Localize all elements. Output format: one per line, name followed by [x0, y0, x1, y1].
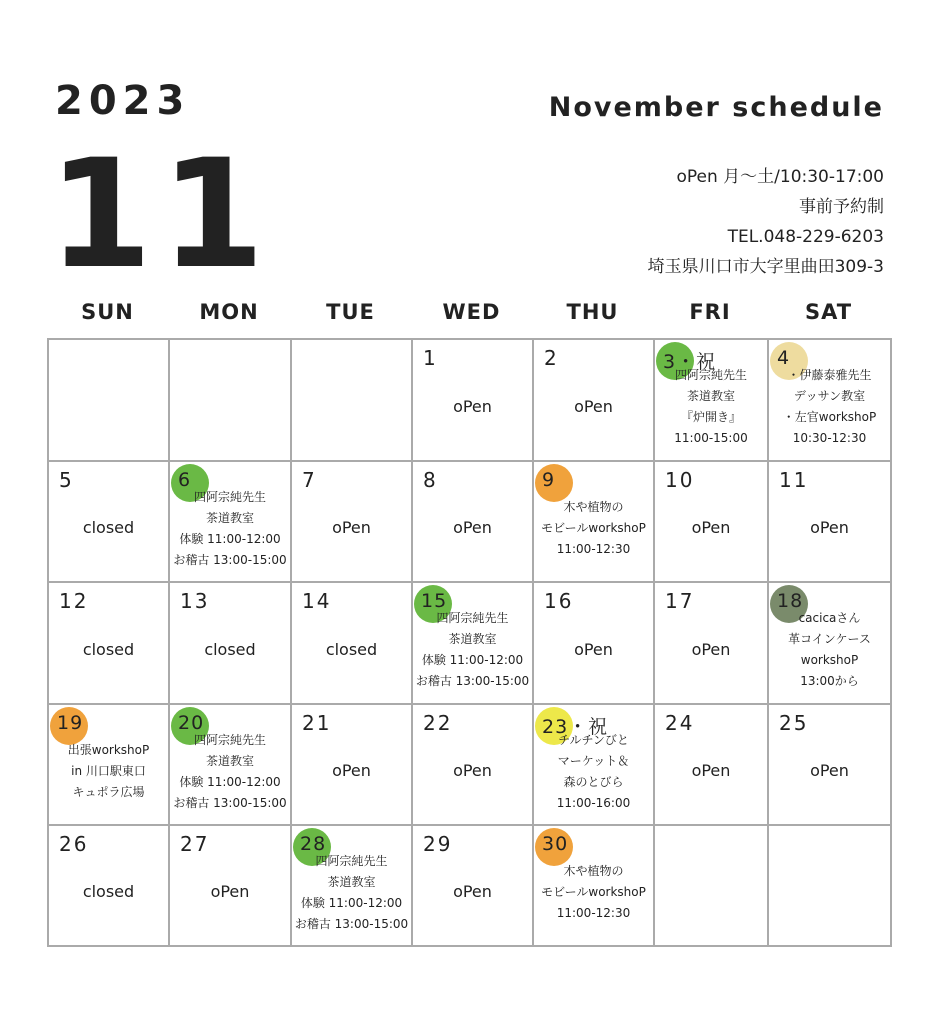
- day-number: 9: [542, 469, 556, 491]
- day-number: 18: [777, 590, 804, 612]
- year-label: 2023: [55, 78, 191, 124]
- event-line: 木や植物の: [563, 500, 624, 514]
- day-number: 7: [302, 468, 317, 492]
- event-line: 四阿宗純先生: [315, 853, 388, 868]
- event-line: 森のとびら: [563, 774, 624, 789]
- day-cell: [411, 460, 534, 583]
- event-line: 革コインケース: [788, 632, 871, 646]
- event-line: チルチンびと: [558, 732, 629, 747]
- day-status: oPen: [210, 882, 250, 901]
- day-cell: [653, 581, 769, 705]
- event-line: 11:00-16:00: [556, 795, 631, 810]
- weekday-header: [47, 300, 890, 334]
- day-cell: [653, 703, 769, 826]
- day-content: [769, 705, 890, 824]
- event-line: お稽古 13:00-15:00: [173, 795, 287, 810]
- month-number: 11: [48, 128, 273, 302]
- event-line: モビールworkshoP: [541, 521, 646, 535]
- day-number: 28: [300, 833, 327, 855]
- day-cell: [653, 460, 769, 583]
- day-cell: [532, 338, 655, 462]
- event-line: 体験 11:00-12:00: [421, 653, 524, 667]
- day-cell: [532, 703, 655, 826]
- day-cell: [767, 581, 892, 705]
- empty-cell: [767, 824, 892, 947]
- day-number: 27: [180, 832, 210, 856]
- day-content: [413, 340, 532, 460]
- day-number: 29: [423, 832, 453, 856]
- event-line: 四阿宗純先生: [193, 732, 266, 747]
- event-line: 四阿宗純先生: [193, 489, 266, 504]
- event-line: 10:30-12:30: [792, 431, 867, 445]
- day-cell: [47, 824, 170, 947]
- day-number: 2: [544, 346, 559, 370]
- event-details: [541, 861, 646, 924]
- day-content: [49, 462, 168, 581]
- day-status: oPen: [453, 882, 492, 901]
- day-content: [292, 705, 411, 824]
- event-line: 体験 11:00-12:00: [300, 895, 403, 910]
- day-number: 20: [178, 712, 205, 734]
- day-status: oPen: [810, 518, 849, 537]
- day-status: closed: [325, 639, 378, 659]
- event-line: 11:00-12:30: [556, 542, 631, 556]
- day-number: 13: [180, 589, 210, 613]
- day-content: [769, 462, 890, 581]
- day-cell: [411, 703, 534, 826]
- event-line: 『炉開き』: [680, 410, 741, 424]
- event-line: 11:00-12:30: [556, 906, 631, 920]
- empty-cell: [168, 338, 292, 462]
- event-line: キュポラ広場: [72, 785, 145, 799]
- day-cell: [168, 703, 292, 826]
- event-details: [173, 487, 286, 571]
- weekday-wed: WED: [442, 300, 501, 324]
- weekday-mon: MON: [199, 300, 259, 324]
- day-number: 16: [544, 589, 574, 613]
- day-number: 3・祝: [663, 351, 717, 373]
- day-status: closed: [82, 518, 135, 537]
- day-status: oPen: [332, 761, 371, 780]
- event-line: 体験 11:00-12:00: [179, 774, 281, 789]
- weekday-sun: SUN: [81, 300, 134, 324]
- day-number: 30: [542, 833, 569, 855]
- empty-cell: [653, 824, 769, 947]
- day-cell: [47, 460, 170, 583]
- day-number: 26: [59, 832, 89, 856]
- day-cell: [168, 581, 292, 705]
- event-line: お稽古 13:00-15:00: [415, 674, 530, 688]
- day-cell: [532, 460, 655, 583]
- day-cell: [168, 824, 292, 947]
- event-line: 茶道教室: [448, 632, 497, 646]
- day-cell: [290, 703, 413, 826]
- day-status: oPen: [453, 396, 492, 416]
- day-cell: [290, 460, 413, 583]
- address-text: 埼玉県川口市大字里曲田309-3: [647, 257, 884, 277]
- shop-info: [648, 162, 884, 282]
- day-content: [170, 826, 290, 945]
- day-status: oPen: [691, 639, 731, 659]
- day-status: closed: [82, 639, 135, 659]
- event-details: [783, 365, 876, 449]
- weekday-thu: THU: [566, 300, 619, 324]
- day-number: 1: [423, 346, 438, 370]
- day-cell: [290, 824, 413, 947]
- day-content: [534, 340, 653, 460]
- event-line: 出張workshoP: [67, 743, 150, 757]
- day-cell: [532, 581, 655, 705]
- day-cell: [767, 460, 892, 583]
- event-line: 茶道教室: [327, 874, 376, 889]
- day-content: [292, 462, 411, 581]
- day-number: 25: [779, 711, 809, 735]
- event-line: モビールworkshoP: [541, 885, 646, 899]
- event-details: [541, 497, 646, 560]
- day-status: oPen: [574, 396, 613, 416]
- event-details: [557, 730, 631, 814]
- day-status: oPen: [332, 518, 371, 537]
- event-line: 四阿宗純先生: [436, 611, 509, 625]
- empty-cell: [290, 338, 413, 462]
- day-cell: [411, 824, 534, 947]
- event-details: [68, 740, 149, 803]
- event-line: デッサン教室: [793, 389, 866, 403]
- empty-cell: [47, 338, 170, 462]
- event-line: 茶道教室: [686, 389, 735, 403]
- day-number: 21: [302, 711, 332, 735]
- reservation-text: 事前予約制: [799, 197, 884, 217]
- day-content: [292, 583, 411, 703]
- hours-text: oPen 月～土/10:30-17:00: [676, 167, 884, 187]
- day-cell: [168, 460, 292, 583]
- weekday-sat: SAT: [804, 300, 853, 324]
- event-line: 茶道教室: [205, 510, 254, 525]
- event-line: お稽古 13:00-15:00: [294, 916, 409, 931]
- day-cell: [411, 581, 534, 705]
- event-line: ・左官workshoP: [782, 410, 877, 424]
- day-content: [655, 583, 767, 703]
- event-details: [416, 608, 529, 692]
- day-number: 11: [779, 468, 809, 492]
- weekday-tue: TUE: [326, 300, 375, 324]
- day-number: 8: [423, 468, 438, 492]
- day-number: 5: [59, 468, 74, 492]
- day-cell: [47, 581, 170, 705]
- day-content: [413, 826, 532, 945]
- event-line: 11:00-15:00: [674, 431, 748, 445]
- day-number: 15: [421, 590, 448, 612]
- event-line: 茶道教室: [205, 753, 254, 768]
- day-number: 4: [777, 347, 791, 369]
- day-number: 10: [665, 468, 695, 492]
- day-status: oPen: [453, 518, 492, 537]
- event-line: 13:00から: [800, 674, 859, 688]
- event-details: [295, 851, 408, 935]
- day-number: 19: [57, 712, 84, 734]
- event-details: [674, 365, 748, 449]
- phone-text: TEL.048-229-6203: [727, 227, 884, 247]
- event-line: workshoP: [800, 653, 859, 667]
- day-number: 6: [178, 469, 192, 491]
- day-status: oPen: [810, 761, 849, 780]
- event-line: in 川口駅東口: [71, 764, 146, 778]
- day-cell: [532, 824, 655, 947]
- weekday-fri: FRI: [689, 300, 731, 324]
- event-details: [173, 730, 286, 814]
- day-cell: [290, 581, 413, 705]
- day-number: 23・祝: [542, 716, 609, 738]
- event-line: 四阿宗純先生: [674, 368, 747, 382]
- day-cell: [411, 338, 534, 462]
- day-content: [655, 462, 767, 581]
- schedule-title: November schedule: [548, 92, 884, 123]
- event-line: 木や植物の: [563, 864, 624, 878]
- calendar-grid: [47, 338, 890, 945]
- day-number: 17: [665, 589, 695, 613]
- event-details: [788, 608, 871, 692]
- day-cell: [767, 338, 892, 462]
- day-content: [413, 705, 532, 824]
- day-number: 14: [302, 589, 332, 613]
- event-line: お稽古 13:00-15:00: [173, 552, 287, 567]
- day-content: [655, 705, 767, 824]
- day-status: oPen: [691, 761, 731, 780]
- day-number: 12: [59, 589, 89, 613]
- day-number: 24: [665, 711, 695, 735]
- event-line: ・伊藤泰雅先生: [787, 368, 872, 382]
- day-content: [49, 826, 168, 945]
- day-content: [534, 583, 653, 703]
- day-content: [170, 583, 290, 703]
- event-line: 体験 11:00-12:00: [179, 531, 281, 546]
- day-status: closed: [204, 639, 256, 659]
- day-content: [413, 462, 532, 581]
- day-cell: [767, 703, 892, 826]
- event-line: マーケット＆: [557, 753, 630, 768]
- day-cell: [653, 338, 769, 462]
- day-number: 22: [423, 711, 453, 735]
- day-content: [49, 583, 168, 703]
- day-status: oPen: [691, 518, 731, 537]
- event-line: cacicaさん: [798, 611, 861, 625]
- day-status: oPen: [574, 639, 613, 659]
- day-status: oPen: [453, 761, 492, 780]
- day-status: closed: [82, 882, 135, 901]
- day-cell: [47, 703, 170, 826]
